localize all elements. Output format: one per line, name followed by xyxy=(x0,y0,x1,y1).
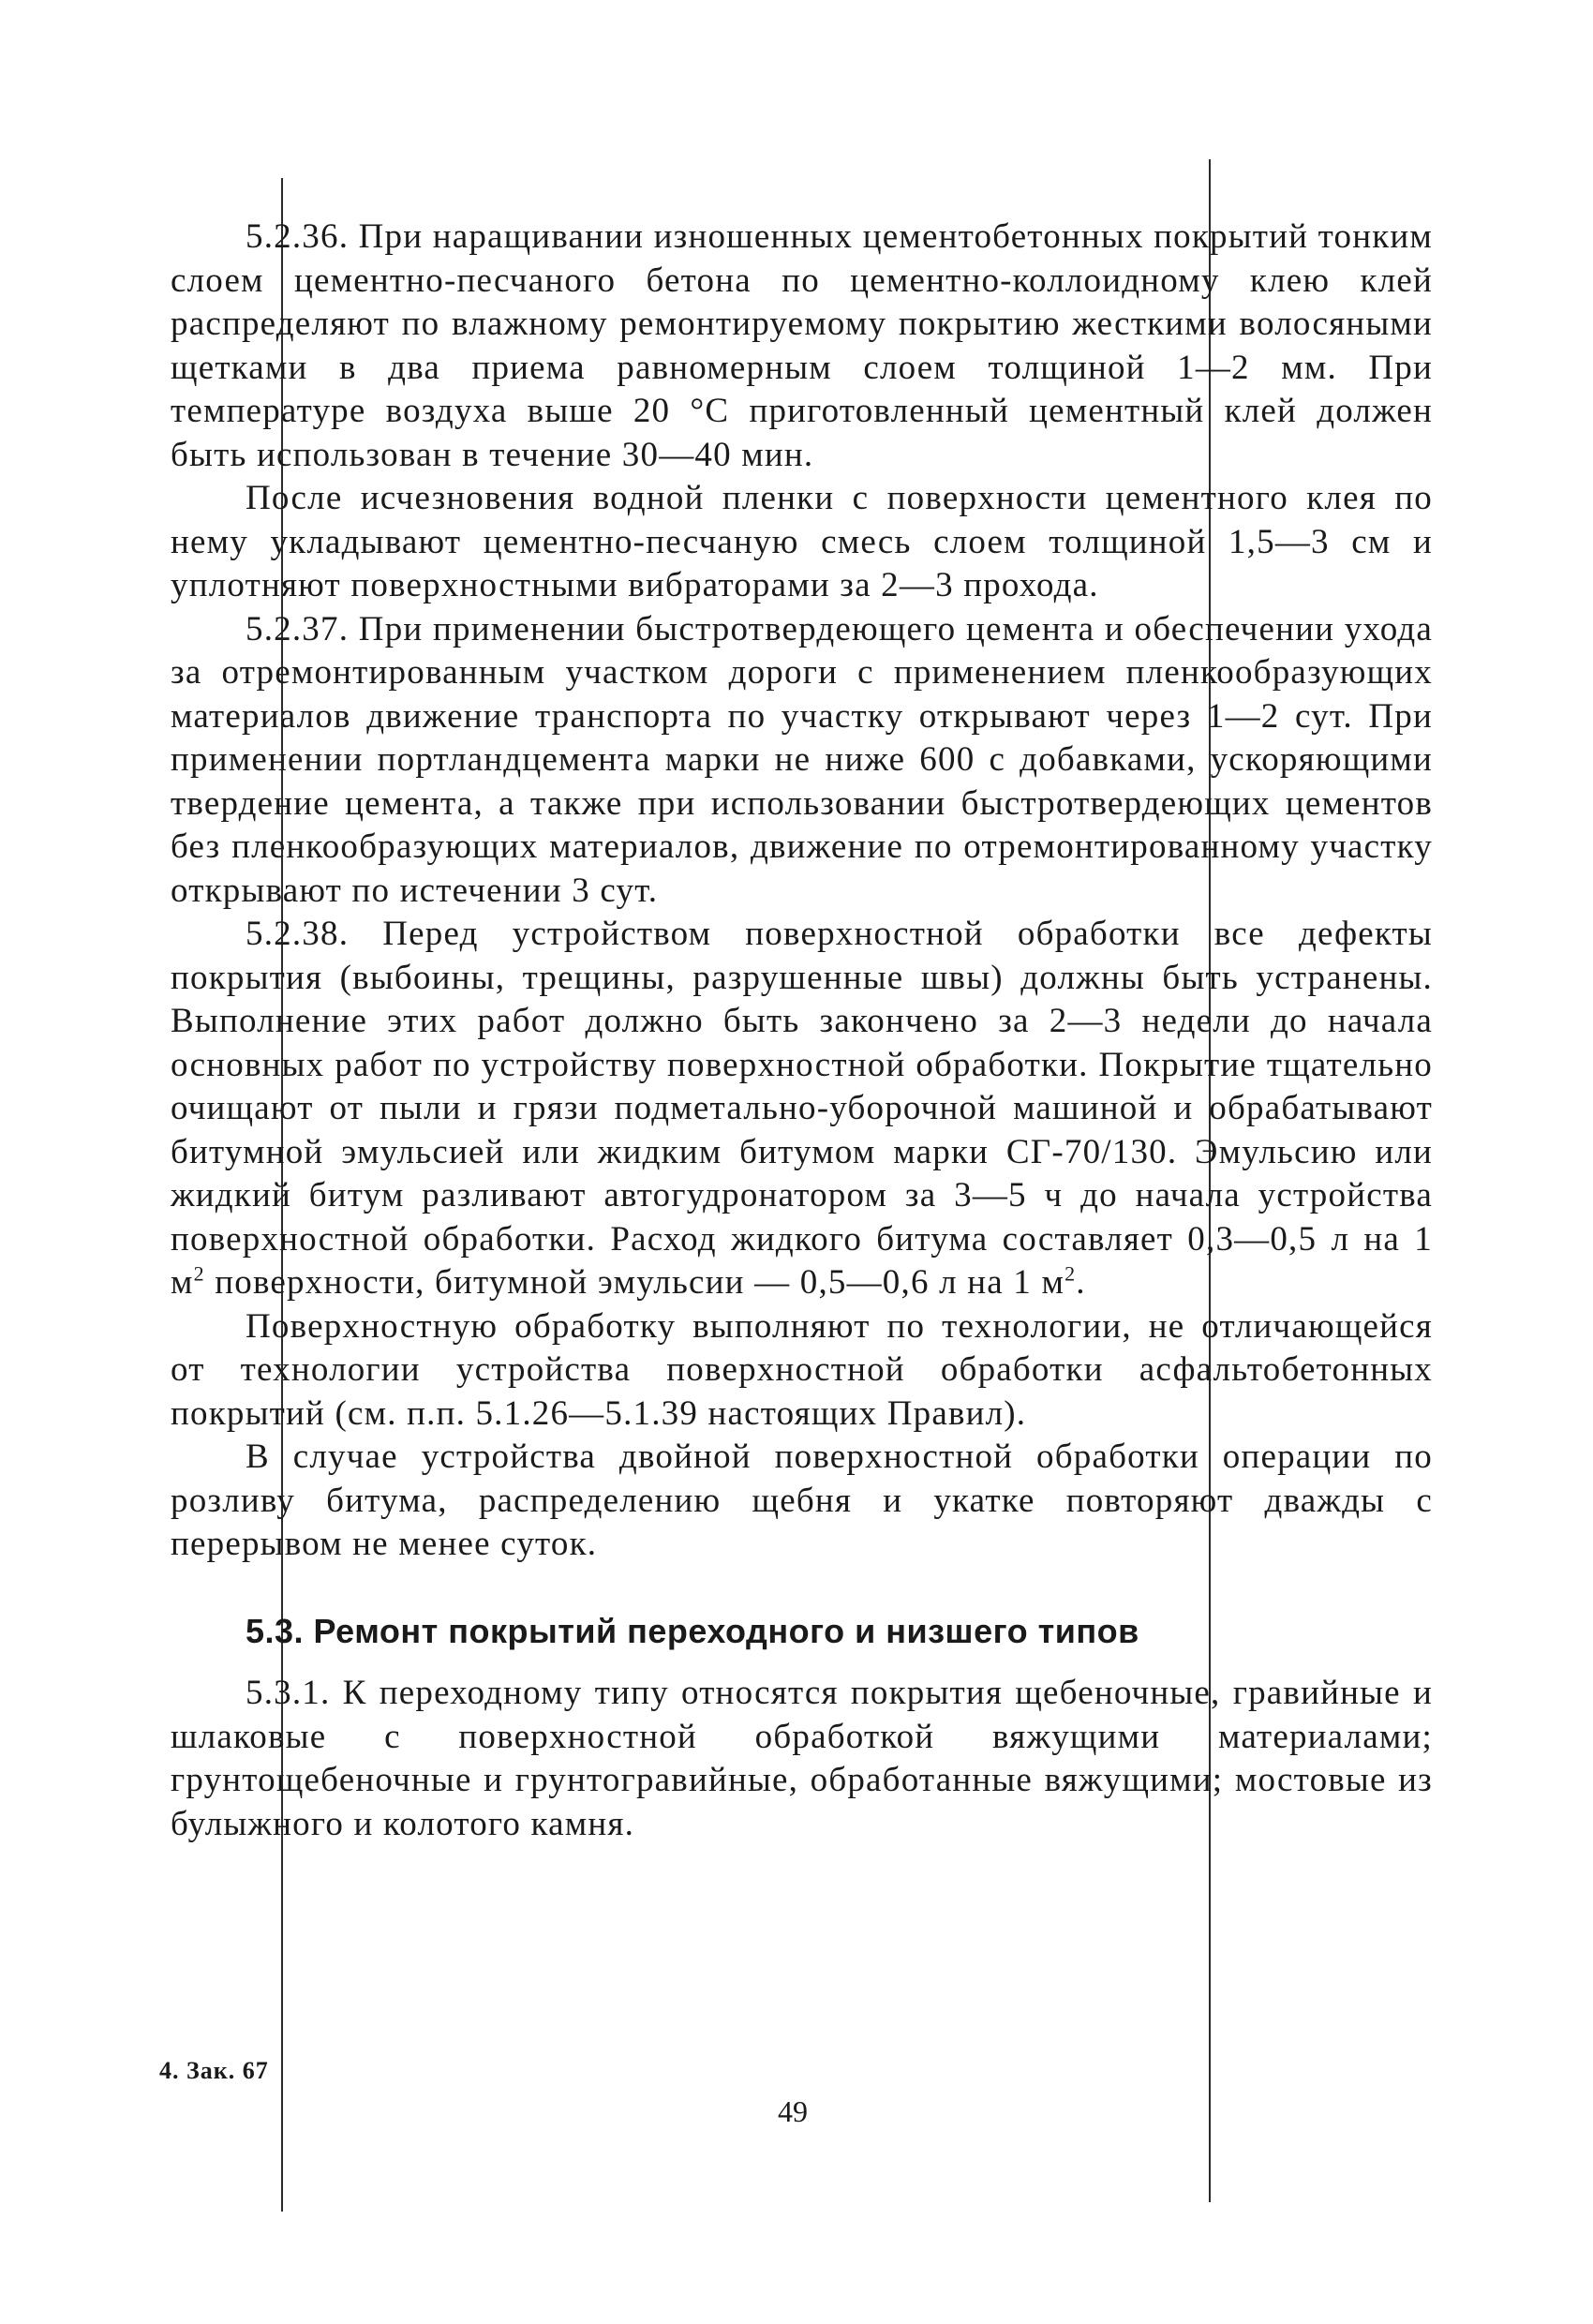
paragraph-5-2-37: 5.2.37. При применении быстротвердеющего цемента и обеспечении ухода за отремонтированным участком дороги с применением пленкообразующих материалов движение транспорта по участку открывают через 1—2 сут. При применении портландцемента марки не ниже 600 с добавками, ускоряющими твердение цемента, а также при использовании быстротвердеющих цементов без пленкообразующих материалов, движение по отремонтированному участку открывают по истечении 3 сут. xyxy=(171,609,1433,910)
paragraph-5-3-1: 5.3.1. К переходному типу относятся покрытия щебеночные, гравийные и шлаковые с поверхностной обработкой вяжущими материалами; грунтощебеночные и грунтогравийные, обработанные вяжущими; мостовые из булыжного и колотого камня. xyxy=(171,1674,1433,1843)
paragraph-5-2-38 xyxy=(171,913,1433,1305)
body-text xyxy=(171,216,1433,1846)
footer-order-note: 4. Зак. 67 xyxy=(159,2057,269,2084)
paragraph-surface-treatment: Поверхностную обработку выполняют по технологии, не отличающейся от технологии устройства поверхностной обработки асфальтобетонных покрытий (см. п.п. 5.1.26—5.1.39 настоящих Правил). xyxy=(171,1306,1433,1433)
paragraph-5-2-38-end: . xyxy=(1076,1263,1086,1302)
paragraph-after-film: После исчезновения водной пленки с поверхности цементного клея по нему укладывают цементно-песчаную смесь слоем толщиной 1,5—3 см и уплотняют поверхностными вибраторами за 2—3 прохода. xyxy=(171,479,1433,604)
superscript-2: 2 xyxy=(1064,1261,1077,1286)
paragraph-5-2-38-mid: поверхности, битумной эмульсии — 0,5—0,6 л на 1 м xyxy=(204,1263,1065,1302)
paragraph-5-2-36: 5.2.36. При наращивании изношенных цементобетонных покрытий тонким слоем цементно-песчаного бетона по цементно-коллоидному клею клей распределяют по влажному ремонтируемому покрытию жесткими волосяными щетками в два приема равномерным слоем толщиной 1—2 мм. При температуре воздуха выше 20 °С приготовленный цементный клей должен быть использован в течение 30—40 мин. xyxy=(171,217,1433,474)
paragraph-5-2-38-text: 5.2.38. Перед устройством поверхностной обработки все дефекты покрытия (выбоины, трещины, разрушенные швы) должны быть устранены. Выполнение этих работ должно быть закончено за 2—3 недели до начала основных работ по устройству поверхностной обработки. Покрытие тщательно очищают от пыли и грязи подметально-уборочной машиной и обрабатывают битумной эмульсией или жидким битумом марки СГ-70/130. Эмульсию или жидкий битум разливают автогудронатором за 3—5 ч до начала устройства поверхностной обработки. Расход жидкого битума составляет 0,3—0,5 л на 1 м xyxy=(171,915,1433,1302)
superscript-1: 2 xyxy=(193,1261,205,1286)
paragraph-double-treatment: В случае устройства двойной поверхностной обработки операции по розливу битума, распределению щебня и укатке повторяют дважды с перерывом не менее суток. xyxy=(171,1438,1433,1563)
section-heading: 5.3. Ремонт покрытий переходного и низшего типов xyxy=(246,1611,1139,1650)
page-number: 49 xyxy=(778,2094,808,2128)
